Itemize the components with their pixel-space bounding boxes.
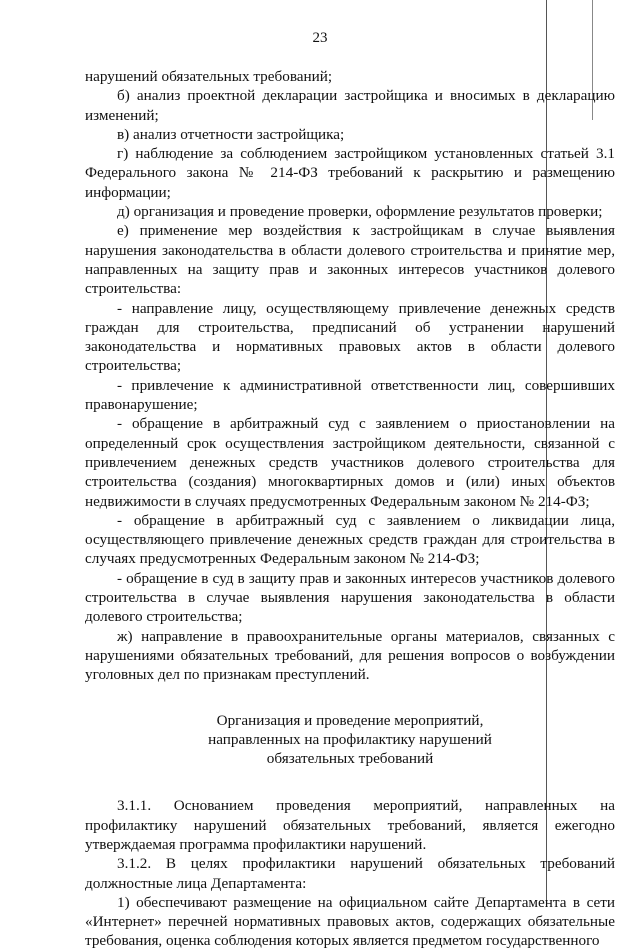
paragraph: - обращение в арбитражный суд с заявлением о ликвидации лица, осуществляющего привлечение денежных средств граждан для строительства в случаях предусмотренных Федеральным законом № 214-ФЗ; bbox=[85, 511, 615, 568]
section-heading bbox=[85, 711, 615, 769]
heading-line: Организация и проведение мероприятий, bbox=[216, 711, 484, 729]
paragraph: 3.1.1. Основанием проведения мероприятий, направленных на профилактику нарушений обязательных требований, является ежегодно утверждаемая программа профилактики нарушений. bbox=[85, 797, 615, 853]
paragraph: - привлечение к административной ответственности лиц, совершивших правонарушение; bbox=[85, 376, 615, 414]
paragraph: е) применение мер воздействия к застройщикам в случае выявления нарушения законодательства в области долевого строительства и принятие мер, направленных на защиту прав и законных интересов участников долевого строительства: bbox=[85, 222, 615, 298]
paragraph: г) наблюдение за соблюдением застройщиком установленных статьей 3.1 Федерального закона № 214-ФЗ требований к раскрытию и размещению информации; bbox=[85, 145, 615, 201]
page-number: 23 bbox=[312, 30, 328, 46]
paragraph: д) организация и проведение проверки, оформление результатов проверки; bbox=[117, 203, 603, 221]
paragraph: - обращение в арбитражный суд с заявлением о приостановлении на определенный срок осуществления застройщиком деятельности, связанной с привлечением денежных средств участников долевого строительства для строительства (создания) многоквартирных домов и (или) иных объектов недвижимости в случаях предусмотренных Федеральным законом № 214-ФЗ; bbox=[85, 415, 615, 510]
paragraph: 3.1.2. В целях профилактики нарушений обязательных требований должностные лица Департамента: bbox=[85, 855, 615, 892]
paragraph: ж) направление в правоохранительные органы материалов, связанных с нарушениями обязательных требований, для решения вопросов о возбуждении уголовных дел по признакам преступлений. bbox=[85, 627, 615, 684]
document-body bbox=[85, 67, 615, 951]
paragraph: в) анализ отчетности застройщика; bbox=[117, 125, 345, 143]
heading-line: направленных на профилактику нарушений bbox=[208, 730, 492, 748]
paragraph: б) анализ проектной декларации застройщика и вносимых в декларацию изменений; bbox=[85, 87, 615, 124]
paragraph: - обращение в суд в защиту прав и законных интересов участников долевого строительства в случае выявления нарушения законодательства в области долевого строительства; bbox=[85, 569, 615, 626]
paragraph: 1) обеспечивают размещение на официальном сайте Департамента в сети «Интернет» перечней нормативных правовых актов, содержащих обязательные требования, оценка соблюдения которых является предметом государственного bbox=[85, 893, 615, 950]
heading-line: обязательных требований bbox=[266, 750, 434, 768]
paragraph: - направление лицу, осуществляющему привлечение денежных средств граждан для строительства, предписаний об устранении нарушений законодательства и нормативных правовых актов в области долевого строительства; bbox=[85, 299, 615, 375]
paragraph: нарушений обязательных требований; bbox=[85, 68, 333, 85]
